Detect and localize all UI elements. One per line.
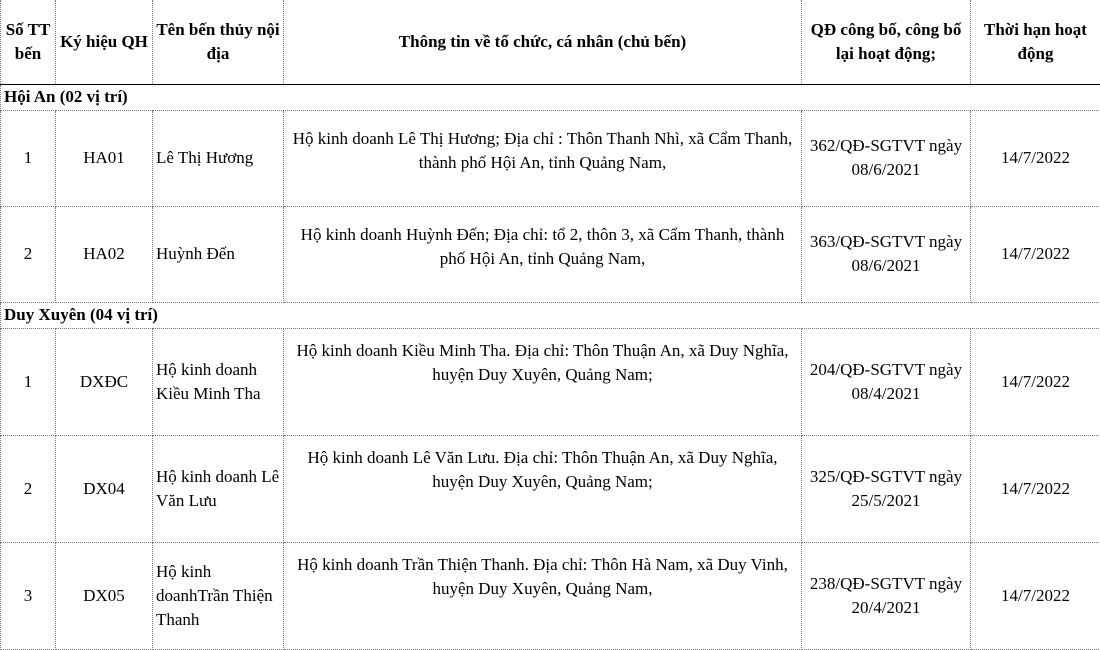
- group-title: Duy Xuyên (04 vị trí): [1, 302, 1100, 328]
- cell-qd: 204/QĐ-SGTVT ngày 08/4/2021: [802, 328, 971, 435]
- cell-thong-tin: [284, 110, 802, 206]
- group-title: Hội An (02 vị trí): [1, 84, 1100, 110]
- header-qd: QĐ công bố, công bố lại hoạt động;: [802, 0, 971, 84]
- cell-qd: 363/QĐ-SGTVT ngày 08/6/2021: [802, 206, 971, 302]
- cell-thoi-han: 14/7/2022: [971, 328, 1100, 435]
- cell-stt: 2: [1, 435, 56, 542]
- cell-ky-hieu: DX04: [56, 435, 153, 542]
- group-row: [1, 84, 1100, 110]
- cell-ten-ben: Huỳnh Đến: [153, 206, 284, 302]
- cell-thong-tin: [284, 435, 802, 542]
- cell-stt: 1: [1, 328, 56, 435]
- cell-stt: 3: [1, 542, 56, 649]
- cell-thong-tin: [284, 206, 802, 302]
- cell-ten-ben: Hộ kinh doanh Lê Văn Lưu: [153, 435, 284, 542]
- header-thong-tin: Thông tin về tổ chức, cá nhân (chủ bến): [284, 0, 802, 84]
- cell-thong-tin: [284, 328, 802, 435]
- cell-qd: 325/QĐ-SGTVT ngày 25/5/2021: [802, 435, 971, 542]
- cell-ten-ben: Hộ kinh doanh Kiều Minh Tha: [153, 328, 284, 435]
- header-ten-ben: Tên bến thủy nội địa: [153, 0, 284, 84]
- cell-qd: 362/QĐ-SGTVT ngày 08/6/2021: [802, 110, 971, 206]
- group-row: [1, 302, 1100, 328]
- cell-thong-tin: [284, 542, 802, 649]
- cell-ky-hieu: DX05: [56, 542, 153, 649]
- cell-stt: 1: [1, 110, 56, 206]
- cell-thoi-han: 14/7/2022: [971, 206, 1100, 302]
- table-row: [1, 328, 1100, 435]
- header-thoi-han: Thời hạn hoạt động: [971, 0, 1100, 84]
- cell-thoi-han: 14/7/2022: [971, 542, 1100, 649]
- cell-ky-hieu: DXĐC: [56, 328, 153, 435]
- cell-stt: 2: [1, 206, 56, 302]
- cell-thoi-han: 14/7/2022: [971, 435, 1100, 542]
- cell-thong-tin-text: Hộ kinh doanh Trần Thiện Thanh. Địa chỉ: Thôn Hà Nam, xã Duy Vinh, huyện Duy Xuyên, Quảng Nam,: [297, 554, 788, 598]
- cell-thong-tin-text: Hộ kinh doanh Lê Thị Hương; Địa chỉ : Thôn Thanh Nhì, xã Cẩm Thanh, thành phố Hội An, tỉnh Quảng Nam,: [292, 128, 793, 172]
- cell-ten-ben: Lê Thị Hương: [153, 110, 284, 206]
- header-ky-hieu: Ký hiệu QH: [56, 0, 153, 84]
- table-row: [1, 110, 1100, 206]
- cell-ky-hieu: HA02: [56, 206, 153, 302]
- table-row: [1, 435, 1100, 542]
- cell-thong-tin-text: Hộ kinh doanh Lê Văn Lưu. Địa chỉ: Thôn Thuận An, xã Duy Nghĩa, huyện Duy Xuyên, Quảng Nam;: [307, 447, 778, 491]
- cell-thong-tin-text: Hộ kinh doanh Huỳnh Đến; Địa chỉ: tổ 2, thôn 3, xã Cẩm Thanh, thành phố Hội An, tỉnh Quảng Nam,: [300, 224, 785, 268]
- cell-thoi-han: 14/7/2022: [971, 110, 1100, 206]
- header-row: [1, 0, 1100, 84]
- cell-thong-tin-text: Hộ kinh doanh Kiều Minh Tha. Địa chỉ: Thôn Thuận An, xã Duy Nghĩa, huyện Duy Xuyên, Quảng Nam;: [296, 340, 789, 384]
- table-row: [1, 206, 1100, 302]
- cell-qd: 238/QĐ-SGTVT ngày 20/4/2021: [802, 542, 971, 649]
- cell-ky-hieu: HA01: [56, 110, 153, 206]
- header-stt: Số TT bến: [1, 0, 56, 84]
- cell-ten-ben: Hộ kinh doanhTrần Thiện Thanh: [153, 542, 284, 649]
- table-row: [1, 542, 1100, 649]
